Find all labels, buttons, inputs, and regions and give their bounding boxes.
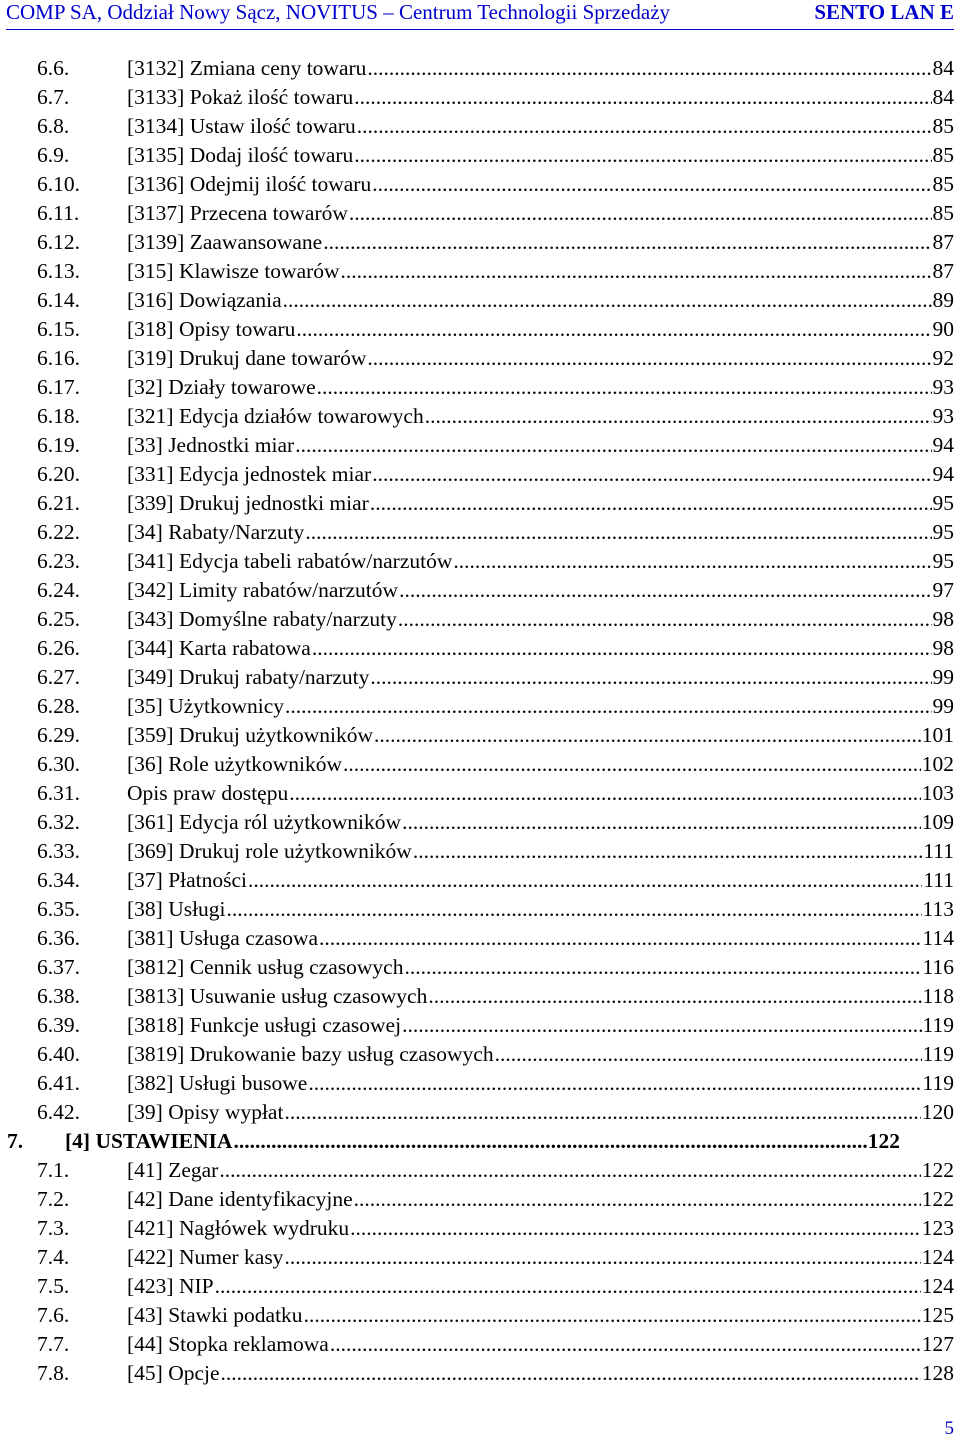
toc-entry-page: 122 [867, 1129, 900, 1153]
toc-entry-number: 6.27. [37, 665, 80, 689]
toc-entry-line [127, 866, 954, 895]
toc-entry-title: [3819] Drukowanie bazy usług czasowych [127, 1042, 494, 1066]
toc-entry-title: [342] Limity rabatów/narzutów [127, 578, 399, 602]
toc-entry-line [127, 112, 954, 141]
toc-entry-number: 6.10. [37, 172, 80, 196]
toc-entry-number: 6.31. [37, 781, 80, 805]
toc-entry-line [65, 1127, 900, 1156]
toc-entry-line [127, 518, 954, 547]
toc-entry-title: [36] Role użytkowników [127, 752, 342, 776]
toc-entry-page: 89 [932, 288, 954, 312]
toc-entry[interactable] [0, 837, 960, 866]
toc-entry-title: [423] NIP [127, 1274, 214, 1298]
toc-entry-title: [43] Stawki podatku [127, 1303, 303, 1327]
toc-entry-page: 85 [932, 201, 954, 225]
toc-entry-page: 125 [921, 1303, 954, 1327]
toc-entry-line [127, 286, 954, 315]
toc-entry-number: 6.16. [37, 346, 80, 370]
toc-entry-number: 6.8. [37, 114, 70, 138]
toc-entry-line [127, 982, 954, 1011]
toc-entry[interactable] [0, 489, 960, 518]
toc-entry-line [127, 1330, 954, 1359]
toc-entry-page: 95 [932, 491, 954, 515]
toc-entry-page: 122 [921, 1187, 954, 1211]
toc-entry-number: 6.29. [37, 723, 80, 747]
toc-entry[interactable] [0, 315, 960, 344]
toc-entry-title: [315] Klawisze towarów [127, 259, 340, 283]
toc-entry-page: 97 [932, 578, 954, 602]
toc-entry-title: [361] Edycja ról użytkowników [127, 810, 402, 834]
toc-entry-title: [321] Edycja działów towarowych [127, 404, 424, 428]
toc-dot-leader [289, 779, 921, 808]
toc-dot-leader [354, 83, 931, 112]
toc-dot-leader [285, 692, 931, 721]
toc-dot-leader [323, 228, 931, 257]
toc-entry-number: 7.2. [37, 1187, 70, 1211]
toc-entry-number: 6.23. [37, 549, 80, 573]
toc-entry-line [127, 1011, 954, 1040]
toc-entry-line [127, 228, 954, 257]
toc-entry-title: [3135] Dodaj ilość towaru [127, 143, 354, 167]
toc-entry[interactable] [0, 808, 960, 837]
toc-dot-leader [399, 576, 931, 605]
toc-dot-leader [215, 1272, 921, 1301]
toc-entry-line [127, 750, 954, 779]
toc-dot-leader [428, 982, 921, 1011]
toc-entry-title: [3812] Cennik usług czasowych [127, 955, 404, 979]
toc-entry[interactable] [0, 1098, 960, 1127]
toc-dot-leader [425, 402, 932, 431]
toc-entry-number: 6.14. [37, 288, 80, 312]
toc-entry-line [127, 779, 954, 808]
toc-entry-line [127, 1040, 954, 1069]
toc-entry[interactable] [0, 344, 960, 373]
toc-entry-title: [382] Usługi busowe [127, 1071, 308, 1095]
toc-entry-page: 127 [921, 1332, 954, 1356]
toc-dot-leader [350, 1214, 921, 1243]
header-divider [6, 29, 954, 30]
toc-entry-line [127, 634, 954, 663]
toc-entry-page: 120 [921, 1100, 954, 1124]
toc-dot-leader [305, 518, 931, 547]
toc-entry-line [127, 402, 954, 431]
toc-entry-number: 7.4. [37, 1245, 70, 1269]
toc-dot-leader [374, 721, 921, 750]
toc-entry-page: 93 [932, 375, 954, 399]
toc-entry-number: 7. [7, 1129, 24, 1153]
toc-dot-leader [308, 1069, 921, 1098]
toc-dot-leader [354, 141, 931, 170]
toc-entry-page: 123 [921, 1216, 954, 1240]
toc-entry[interactable] [0, 83, 960, 112]
toc-dot-leader [304, 1301, 921, 1330]
toc-entry-line [127, 83, 954, 112]
toc-entry[interactable] [0, 1359, 960, 1388]
toc-entry-number: 6.19. [37, 433, 80, 457]
toc-entry-line [127, 141, 954, 170]
toc-entry-title: [37] Płatności [127, 868, 248, 892]
toc-entry-page: 87 [932, 230, 954, 254]
toc-entry-page: 122 [921, 1158, 954, 1182]
toc-entry-number: 6.11. [37, 201, 80, 225]
toc-entry-page: 94 [932, 462, 954, 486]
toc-entry-number: 6.34. [37, 868, 80, 892]
toc-entry-number: 6.12. [37, 230, 80, 254]
toc-entry-number: 6.7. [37, 85, 70, 109]
toc-entry[interactable] [0, 199, 960, 228]
toc-entry[interactable] [0, 1301, 960, 1330]
toc-entry-number: 6.39. [37, 1013, 80, 1037]
toc-entry-page: 85 [932, 143, 954, 167]
toc-entry[interactable] [0, 576, 960, 605]
toc-entry-page: 92 [932, 346, 954, 370]
toc-entry-number: 6.40. [37, 1042, 80, 1066]
toc-entry-number: 6.21. [37, 491, 80, 515]
toc-entry-title: [343] Domyślne rabaty/narzuty [127, 607, 397, 631]
toc-entry-line [127, 924, 954, 953]
toc-entry-line [127, 1069, 954, 1098]
toc-entry-number: 6.13. [37, 259, 80, 283]
toc-dot-leader [349, 199, 932, 228]
toc-entry-title: [3132] Zmiana ceny towaru [127, 56, 367, 80]
toc-entry-title: [422] Numer kasy [127, 1245, 284, 1269]
toc-entry-number: 6.25. [37, 607, 80, 631]
toc-entry[interactable] [0, 141, 960, 170]
toc-entry-page: 90 [932, 317, 954, 341]
toc-entry-page: 99 [932, 694, 954, 718]
toc-entry[interactable] [0, 692, 960, 721]
toc-entry[interactable] [0, 1272, 960, 1301]
toc-dot-leader [370, 663, 931, 692]
toc-entry[interactable] [0, 663, 960, 692]
toc-dot-leader [283, 286, 932, 315]
toc-dot-leader [413, 837, 923, 866]
toc-entry-page: 94 [932, 433, 954, 457]
toc-chapter-entry[interactable] [0, 1127, 960, 1156]
toc-entry-line [127, 315, 954, 344]
toc-entry-title: [3139] Zaawansowane [127, 230, 323, 254]
header-left-text: COMP SA, Oddział Nowy Sącz, NOVITUS – Centrum Technologii Sprzedaży [6, 0, 671, 24]
toc-entry-line [127, 489, 954, 518]
toc-entry-line [127, 1359, 954, 1388]
toc-dot-leader [248, 866, 922, 895]
toc-entry-title: [42] Dane identyfikacyjne [127, 1187, 353, 1211]
toc-dot-leader [341, 257, 932, 286]
toc-entry-page: 118 [922, 984, 954, 1008]
toc-entry[interactable] [0, 54, 960, 83]
toc-entry[interactable] [0, 286, 960, 315]
toc-entry-title: [44] Stopka reklamowa [127, 1332, 329, 1356]
toc-entry-number: 6.17. [37, 375, 80, 399]
toc-entry-number: 6.9. [37, 143, 70, 167]
toc-entry[interactable] [0, 547, 960, 576]
toc-entry-line [127, 1243, 954, 1272]
toc-entry-line [127, 547, 954, 576]
toc-entry-title: [344] Karta rabatowa [127, 636, 311, 660]
toc-entry-page: 98 [932, 607, 954, 631]
toc-entry-line [127, 721, 954, 750]
header-right-text: SENTO LAN E [814, 0, 954, 24]
toc-entry[interactable] [0, 1040, 960, 1069]
toc-entry[interactable] [0, 1330, 960, 1359]
toc-entry-page: 85 [932, 114, 954, 138]
toc-entry[interactable] [0, 518, 960, 547]
toc-entry[interactable] [0, 924, 960, 953]
toc-entry-number: 6.32. [37, 810, 80, 834]
toc-dot-leader [404, 953, 921, 982]
toc-entry[interactable] [0, 750, 960, 779]
toc-entry-number: 7.1. [37, 1158, 70, 1182]
toc-dot-leader [284, 1243, 920, 1272]
toc-entry-number: 6.37. [37, 955, 80, 979]
toc-entry-page: 84 [932, 85, 954, 109]
toc-entry-title: [3133] Pokaż ilość towaru [127, 85, 354, 109]
toc-entry[interactable] [0, 779, 960, 808]
toc-entry-number: 7.5. [37, 1274, 70, 1298]
toc-entry-number: 7.7. [37, 1332, 70, 1356]
toc-entry-number: 6.35. [37, 897, 80, 921]
toc-entry-line [127, 663, 954, 692]
toc-entry-number: 6.38. [37, 984, 80, 1008]
toc-entry-line [127, 808, 954, 837]
toc-entry-number: 6.15. [37, 317, 80, 341]
toc-entry-title: [33] Jednostki miar [127, 433, 295, 457]
page-number: 5 [944, 1418, 954, 1439]
toc-entry-number: 7.8. [37, 1361, 70, 1385]
toc-dot-leader [495, 1040, 922, 1069]
toc-dot-leader [354, 1185, 921, 1214]
toc-entry-title: [369] Drukuj role użytkowników [127, 839, 412, 863]
toc-dot-leader [317, 373, 932, 402]
toc-entry-line [127, 605, 954, 634]
toc-entry-number: 6.18. [37, 404, 80, 428]
toc-entry-title: [35] Użytkownicy [127, 694, 285, 718]
toc-entry-line [127, 431, 954, 460]
toc-entry-page: 85 [932, 172, 954, 196]
toc-entry[interactable] [0, 257, 960, 286]
toc-entry-number: 6.24. [37, 578, 80, 602]
page-header [6, 0, 954, 30]
toc-dot-leader [367, 54, 931, 83]
toc-dot-leader [330, 1330, 921, 1359]
toc-entry-line [127, 1301, 954, 1330]
toc-entry-line [127, 344, 954, 373]
toc-dot-leader [370, 489, 932, 518]
toc-entry-number: 6.36. [37, 926, 80, 950]
toc-entry-number: 6.30. [37, 752, 80, 776]
toc-entry-line [127, 953, 954, 982]
toc-entry[interactable] [0, 228, 960, 257]
toc-entry-number: 6.26. [37, 636, 80, 660]
toc-entry-number: 6.41. [37, 1071, 80, 1095]
toc-entry-title: [41] Zegar [127, 1158, 219, 1182]
toc-entry-line [127, 1214, 954, 1243]
toc-entry-line [127, 1098, 954, 1127]
toc-entry-line [127, 692, 954, 721]
toc-entry-page: 124 [921, 1274, 954, 1298]
toc-entry[interactable] [0, 1069, 960, 1098]
toc-dot-leader [343, 750, 921, 779]
toc-entry-title: [45] Opcje [127, 1361, 220, 1385]
toc-entry-number: 6.28. [37, 694, 80, 718]
toc-entry-number: 6.6. [37, 56, 70, 80]
toc-entry-page: 84 [932, 56, 954, 80]
toc-entry-title: [3137] Przecena towarów [127, 201, 348, 225]
toc-entry[interactable] [0, 866, 960, 895]
toc-entry-page: 111 [923, 839, 954, 863]
toc-entry[interactable] [0, 634, 960, 663]
toc-entry[interactable] [0, 982, 960, 1011]
toc-entry-title: [349] Drukuj rabaty/narzuty [127, 665, 370, 689]
toc-entry-title: [331] Edycja jednostek miar [127, 462, 372, 486]
toc-dot-leader [295, 431, 931, 460]
toc-dot-leader [284, 1098, 920, 1127]
toc-entry-title: [421] Nagłówek wydruku [127, 1216, 350, 1240]
toc-entry-page: 93 [932, 404, 954, 428]
toc-entry-page: 116 [922, 955, 954, 979]
toc-entry[interactable] [0, 721, 960, 750]
toc-entry-line [127, 170, 954, 199]
toc-entry-page: 99 [932, 665, 954, 689]
toc-entry-title: [3818] Funkcje usługi czasowej [127, 1013, 402, 1037]
toc-entry-title: [319] Drukuj dane towarów [127, 346, 367, 370]
toc-entry-title: [3136] Odejmij ilość towaru [127, 172, 372, 196]
toc-entry[interactable] [0, 1185, 960, 1214]
toc-entry-title: [359] Drukuj użytkowników [127, 723, 374, 747]
toc-entry-title: [3813] Usuwanie usług czasowych [127, 984, 428, 1008]
toc-dot-leader [372, 460, 931, 489]
toc-entry-page: 87 [932, 259, 954, 283]
toc-entry-page: 95 [932, 549, 954, 573]
toc-entry-line [127, 199, 954, 228]
toc-entry-line [127, 837, 954, 866]
toc-dot-leader [402, 1011, 921, 1040]
toc-dot-leader [402, 808, 921, 837]
toc-entry-number: 7.3. [37, 1216, 70, 1240]
toc-entry[interactable] [0, 953, 960, 982]
toc-entry-line [127, 1156, 954, 1185]
toc-entry-page: 98 [932, 636, 954, 660]
toc-dot-leader [372, 170, 931, 199]
toc-entry-number: 6.22. [37, 520, 80, 544]
toc-entry-page: 124 [921, 1245, 954, 1269]
toc-entry[interactable] [0, 1011, 960, 1040]
toc-entry-line [127, 460, 954, 489]
toc-entry-title: Opis praw dostępu [127, 781, 289, 805]
toc-dot-leader [398, 605, 932, 634]
toc-entry-title: [3134] Ustaw ilość towaru [127, 114, 356, 138]
toc-entry-line [127, 895, 954, 924]
toc-entry-title: [38] Usługi [127, 897, 226, 921]
toc-entry-page: 119 [922, 1013, 954, 1037]
toc-entry-number: 6.33. [37, 839, 80, 863]
toc-entry-number: 6.42. [37, 1100, 80, 1124]
toc-entry-title: [4] USTAWIENIA [65, 1129, 233, 1153]
toc-entry-page: 119 [922, 1042, 954, 1066]
toc-dot-leader [233, 1127, 866, 1156]
toc-entry-number: 6.20. [37, 462, 80, 486]
toc-entry-title: [339] Drukuj jednostki miar [127, 491, 369, 515]
toc-entry[interactable] [0, 460, 960, 489]
toc-dot-leader [319, 924, 922, 953]
toc-entry-page: 109 [921, 810, 954, 834]
toc-entry[interactable] [0, 373, 960, 402]
toc-entry[interactable] [0, 1214, 960, 1243]
toc-entry[interactable] [0, 895, 960, 924]
toc-dot-leader [453, 547, 931, 576]
toc-entry-page: 128 [921, 1361, 954, 1385]
toc-entry-page: 101 [921, 723, 954, 747]
toc-entry-page: 114 [922, 926, 954, 950]
toc-dot-leader [221, 1359, 921, 1388]
toc-entry-line [127, 1185, 954, 1214]
toc-entry-page: 95 [932, 520, 954, 544]
toc-entry-title: [39] Opisy wypłat [127, 1100, 284, 1124]
toc-entry-page: 102 [921, 752, 954, 776]
table-of-contents [0, 54, 960, 1388]
toc-entry[interactable] [0, 170, 960, 199]
toc-entry-page: 111 [923, 868, 954, 892]
toc-entry-title: [316] Dowiązania [127, 288, 282, 312]
toc-entry-title: [381] Usługa czasowa [127, 926, 319, 950]
toc-entry-line [127, 1272, 954, 1301]
toc-dot-leader [312, 634, 932, 663]
toc-entry-page: 113 [922, 897, 954, 921]
toc-entry[interactable] [0, 112, 960, 141]
toc-entry-title: [341] Edycja tabeli rabatów/narzutów [127, 549, 453, 573]
toc-entry[interactable] [0, 1156, 960, 1185]
toc-entry-number: 7.6. [37, 1303, 70, 1327]
toc-dot-leader [357, 112, 932, 141]
toc-dot-leader [296, 315, 931, 344]
toc-entry-line [127, 576, 954, 605]
toc-dot-leader [219, 1156, 920, 1185]
toc-entry-page: 119 [922, 1071, 954, 1095]
toc-entry-line [127, 54, 954, 83]
toc-entry-title: [34] Rabaty/Narzuty [127, 520, 305, 544]
toc-dot-leader [227, 895, 922, 924]
toc-entry-title: [32] Działy towarowe [127, 375, 316, 399]
toc-entry-page: 103 [921, 781, 954, 805]
toc-entry[interactable] [0, 431, 960, 460]
toc-entry[interactable] [0, 1243, 960, 1272]
toc-entry-line [127, 373, 954, 402]
toc-entry[interactable] [0, 402, 960, 431]
toc-entry-title: [318] Opisy towaru [127, 317, 296, 341]
toc-dot-leader [367, 344, 931, 373]
toc-entry-line [127, 257, 954, 286]
toc-entry[interactable] [0, 605, 960, 634]
